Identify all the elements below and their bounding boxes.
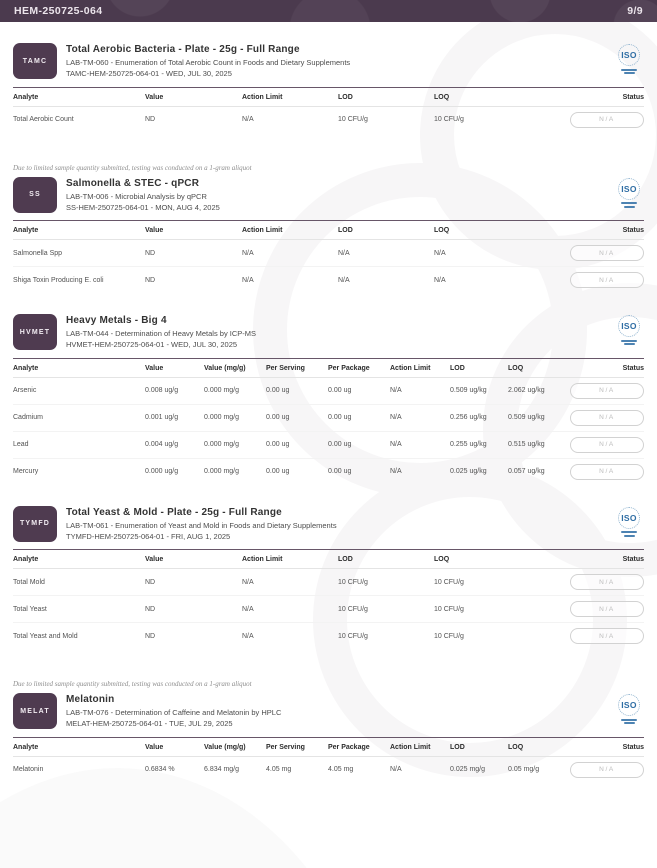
test-section-tamc — [13, 43, 644, 133]
value-cell: 0.255 ug/kg — [450, 441, 487, 448]
table-row — [13, 596, 644, 623]
column-header-action-limit: Action Limit — [242, 556, 283, 563]
analyte-cell: Total Yeast and Mold — [13, 632, 78, 640]
value-cell: N/A — [242, 249, 254, 257]
column-header-action-limit: Action Limit — [242, 227, 283, 234]
iso-logo-icon: ISO — [618, 44, 640, 66]
column-header-status: Status — [622, 743, 644, 751]
test-sample-id-line: MELAT-HEM-250725-064-01 - TUE, JUL 29, 2025 — [66, 719, 233, 729]
value-cell: 0.001 ug/g — [145, 414, 179, 421]
status-badge: N/A — [570, 410, 644, 426]
status-cell — [556, 272, 644, 288]
value-cell: 10 CFU/g — [338, 116, 368, 123]
column-header-loq: LOQ — [508, 743, 524, 751]
value-cell: ND — [145, 632, 156, 640]
column-header-loq: LOQ — [434, 556, 450, 563]
section-header — [13, 43, 644, 80]
status-badge: N/A — [570, 628, 644, 644]
value-cell: 10 CFU/g — [434, 632, 464, 640]
column-header-value: Value — [145, 364, 164, 372]
iso-logo-icon: ISO — [618, 315, 640, 337]
value-cell: 0.256 ug/kg — [450, 414, 487, 421]
status-cell — [556, 383, 644, 399]
value-cell: 4.05 mg — [328, 766, 354, 773]
column-header-status: Status — [622, 227, 644, 234]
column-header-per-serving: Per Serving — [266, 743, 305, 751]
table-row — [13, 569, 644, 596]
column-header-lod: LOD — [338, 227, 353, 234]
value-cell: ND — [145, 276, 156, 284]
value-cell: 0.025 ug/kg — [450, 468, 487, 475]
iso-caption-bar — [621, 531, 637, 533]
column-header-action-limit: Action Limit — [390, 743, 431, 751]
test-method-line: LAB-TM-076 - Determination of Caffeine and Melatonin by HPLC — [66, 708, 282, 717]
iso-accreditation-badge — [614, 177, 644, 208]
value-cell: 10 CFU/g — [434, 578, 464, 586]
table-row — [13, 623, 644, 649]
value-cell: 0.025 mg/g — [450, 766, 486, 773]
column-header-status: Status — [622, 556, 644, 563]
value-cell: 2.062 ug/kg — [508, 387, 545, 394]
aliquot-note: Due to limited sample quantity submitted, testing was conducted on a 1-gram aliquot — [13, 680, 252, 688]
value-cell: 0.509 ug/kg — [450, 387, 487, 394]
analyte-cell: Melatonin — [13, 766, 44, 773]
report-id: HEM-250725-064 — [14, 5, 103, 17]
column-header-value: Value — [145, 93, 164, 101]
analyte-cell: Cadmium — [13, 414, 43, 421]
test-sample-id-line: TYMFD-HEM-250725-064-01 - FRI, AUG 1, 2025 — [66, 531, 231, 541]
value-cell: 0.00 ug — [328, 387, 352, 394]
value-cell: 0.000 ug/g — [145, 468, 179, 475]
section-header — [13, 693, 644, 730]
report-body — [0, 43, 657, 783]
test-sample-id-line: TAMC-HEM-250725-064-01 - WED, JUL 30, 2025 — [66, 69, 232, 79]
test-title: Total Aerobic Bacteria - Plate - 25g - Full Range — [66, 44, 300, 55]
value-cell: N/A — [434, 249, 446, 257]
analyte-cell: Total Aerobic Count — [13, 116, 74, 123]
test-section-ss — [13, 164, 644, 294]
value-cell: 10 CFU/g — [434, 116, 464, 123]
test-code-badge: TYMFD — [13, 506, 57, 542]
table-row — [13, 405, 644, 432]
section-titles — [66, 314, 614, 351]
column-header-per-serving: Per Serving — [266, 364, 305, 372]
iso-caption-bar — [624, 535, 635, 537]
iso-accreditation-badge — [614, 314, 644, 345]
value-cell: 0.000 mg/g — [204, 414, 240, 421]
status-cell — [556, 574, 644, 590]
column-header-lod: LOD — [450, 364, 465, 372]
test-method-line: LAB-TM-044 - Determination of Heavy Metals by ICP-MS — [66, 329, 257, 338]
iso-caption-bar — [624, 72, 635, 74]
value-cell: 10 CFU/g — [338, 578, 368, 586]
column-header-analyte: Analyte — [13, 743, 39, 751]
value-cell: 0.000 mg/g — [204, 387, 240, 394]
status-cell — [556, 437, 644, 453]
value-cell: 0.057 ug/kg — [508, 468, 545, 475]
status-cell — [556, 112, 644, 128]
value-cell: N/A — [390, 387, 402, 394]
column-header-action-limit: Action Limit — [242, 93, 283, 101]
table-header-row — [13, 359, 644, 378]
value-cell: 0.6834 % — [145, 766, 175, 773]
test-section-tymfd — [13, 506, 644, 650]
iso-caption-bar — [621, 340, 637, 342]
value-cell: ND — [145, 116, 156, 123]
table-row — [13, 459, 644, 485]
test-code-badge: MELAT — [13, 693, 57, 729]
aliquot-note: Due to limited sample quantity submitted, testing was conducted on a 1-gram aliquot — [13, 163, 252, 172]
value-cell: N/A — [390, 766, 402, 773]
value-cell: N/A — [242, 605, 254, 613]
value-cell: ND — [145, 578, 156, 586]
test-title: Salmonella & STEC - qPCR — [66, 177, 200, 189]
column-header-per-package: Per Package — [328, 743, 370, 751]
analyte-cell: Total Yeast — [13, 605, 47, 613]
page-indicator: 9/9 — [627, 5, 643, 17]
test-sample-id-line: HVMET-HEM-250725-064-01 - WED, JUL 30, 2025 — [66, 340, 238, 350]
value-cell: 0.00 ug — [266, 387, 290, 394]
column-header-status: Status — [622, 93, 644, 101]
value-cell: 0.000 mg/g — [204, 441, 240, 448]
test-method-line: LAB-TM-061 - Enumeration of Yeast and Mold in Foods and Dietary Supplements — [66, 520, 337, 530]
value-cell: N/A — [390, 468, 402, 475]
column-header-loq: LOQ — [434, 93, 450, 101]
value-cell: 0.00 ug — [266, 441, 290, 448]
column-header-loq: LOQ — [434, 227, 450, 234]
section-header — [13, 314, 644, 351]
status-badge: N/A — [570, 437, 644, 453]
table-row — [13, 267, 644, 293]
test-section-melat — [13, 680, 644, 783]
section-titles — [66, 43, 614, 80]
iso-caption-bar — [621, 719, 637, 721]
section-titles — [66, 693, 614, 730]
value-cell: 6.834 mg/g — [204, 766, 240, 773]
value-cell: 0.00 ug — [328, 468, 352, 475]
table-header-row — [13, 88, 644, 107]
table-header-row — [13, 550, 644, 569]
value-cell: N/A — [242, 578, 254, 586]
iso-accreditation-badge — [614, 693, 644, 724]
value-cell: N/A — [390, 441, 402, 448]
table-row — [13, 107, 644, 133]
value-cell: N/A — [242, 116, 254, 123]
value-cell: N/A — [242, 632, 254, 640]
status-cell — [556, 628, 644, 644]
analyte-cell: Total Mold — [13, 578, 45, 586]
status-cell — [556, 464, 644, 480]
analyte-cell: Shiga Toxin Producing E. coli — [13, 276, 104, 284]
value-cell: 0.05 mg/g — [508, 766, 540, 773]
test-title: Heavy Metals - Big 4 — [66, 315, 167, 326]
iso-caption-bar — [621, 202, 637, 204]
value-cell: N/A — [338, 249, 350, 257]
value-cell: 0.000 mg/g — [204, 468, 240, 475]
value-cell: 0.004 ug/g — [145, 441, 179, 448]
table-row — [13, 378, 644, 405]
test-method-line: LAB-TM-006 - Microbial Analysis by qPCR — [66, 191, 207, 201]
column-header-value: Value — [145, 743, 164, 751]
column-header-loq: LOQ — [508, 364, 524, 372]
status-cell — [556, 601, 644, 617]
iso-caption-bar — [624, 343, 635, 345]
report-header-bar — [0, 0, 657, 22]
value-cell: 10 CFU/g — [338, 605, 368, 613]
iso-logo-icon: ISO — [618, 694, 640, 716]
iso-caption-bar — [624, 722, 635, 724]
column-header-action-limit: Action Limit — [390, 364, 431, 372]
status-badge: N/A — [570, 112, 644, 128]
value-cell: N/A — [242, 276, 254, 284]
status-badge: N/A — [570, 574, 644, 590]
test-code-badge: SS — [13, 177, 57, 213]
iso-caption-bar — [621, 69, 637, 71]
status-cell — [556, 410, 644, 426]
table-header-row — [13, 738, 644, 757]
status-cell — [556, 762, 644, 778]
column-header-analyte: Analyte — [13, 364, 39, 372]
section-titles — [66, 177, 614, 214]
section-header — [13, 177, 644, 214]
test-section-hvmet — [13, 314, 644, 485]
status-badge: N/A — [570, 383, 644, 399]
table-header-row — [13, 221, 644, 240]
results-table — [13, 550, 644, 649]
column-header-lod: LOD — [338, 556, 353, 563]
results-table — [13, 221, 644, 293]
column-header-lod: LOD — [450, 743, 465, 751]
test-method-line: LAB-TM-060 - Enumeration of Total Aerobic Count in Foods and Dietary Supplements — [66, 58, 351, 67]
column-header-value: Value — [145, 227, 164, 234]
table-row — [13, 432, 644, 459]
column-header-lod: LOD — [338, 93, 353, 101]
value-cell: 4.05 mg — [266, 766, 292, 773]
analyte-cell: Mercury — [13, 468, 39, 475]
iso-logo-icon: ISO — [618, 178, 640, 200]
value-cell: N/A — [434, 276, 446, 284]
table-row — [13, 757, 644, 783]
column-header-per-package: Per Package — [328, 364, 370, 372]
results-table — [13, 88, 644, 133]
test-sample-id-line: SS-HEM-250725-064-01 - MON, AUG 4, 2025 — [66, 202, 220, 212]
value-cell: 0.515 ug/kg — [508, 441, 545, 448]
test-title: Melatonin — [66, 694, 115, 705]
test-code-badge: TAMC — [13, 43, 57, 79]
status-badge: N/A — [570, 245, 644, 261]
status-badge: N/A — [570, 464, 644, 480]
column-header-value: Value — [145, 556, 164, 563]
status-cell — [556, 245, 644, 261]
analyte-cell: Arsenic — [13, 387, 37, 394]
iso-caption-bar — [624, 206, 635, 208]
test-title: Total Yeast & Mold - Plate - 25g - Full Range — [66, 506, 282, 518]
column-header-analyte: Analyte — [13, 93, 39, 101]
table-row — [13, 240, 644, 267]
status-badge: N/A — [570, 601, 644, 617]
value-cell: 0.00 ug — [266, 414, 290, 421]
status-badge: N/A — [570, 272, 644, 288]
column-header-status: Status — [622, 364, 644, 372]
section-header — [13, 506, 644, 543]
column-header-value-mg-g-: Value (mg/g) — [204, 364, 246, 372]
results-table — [13, 359, 644, 485]
value-cell: 0.008 ug/g — [145, 387, 179, 394]
value-cell: ND — [145, 249, 156, 257]
status-badge: N/A — [570, 762, 644, 778]
value-cell: 0.00 ug — [328, 414, 352, 421]
value-cell: N/A — [390, 414, 402, 421]
value-cell: N/A — [338, 276, 350, 284]
results-table — [13, 738, 644, 783]
value-cell: 0.00 ug — [328, 441, 352, 448]
section-titles — [66, 506, 614, 543]
analyte-cell: Salmonella Spp — [13, 249, 63, 257]
analyte-cell: Lead — [13, 441, 29, 448]
column-header-analyte: Analyte — [13, 227, 39, 234]
value-cell: ND — [145, 605, 156, 613]
column-header-value-mg-g-: Value (mg/g) — [204, 743, 246, 751]
value-cell: 0.00 ug — [266, 468, 290, 475]
iso-logo-icon: ISO — [618, 507, 640, 529]
value-cell: 10 CFU/g — [338, 632, 368, 640]
column-header-analyte: Analyte — [13, 556, 39, 563]
value-cell: 10 CFU/g — [434, 605, 464, 613]
iso-accreditation-badge — [614, 43, 644, 74]
value-cell: 0.509 ug/kg — [508, 414, 545, 421]
test-code-badge: HVMET — [13, 314, 57, 350]
iso-accreditation-badge — [614, 506, 644, 537]
